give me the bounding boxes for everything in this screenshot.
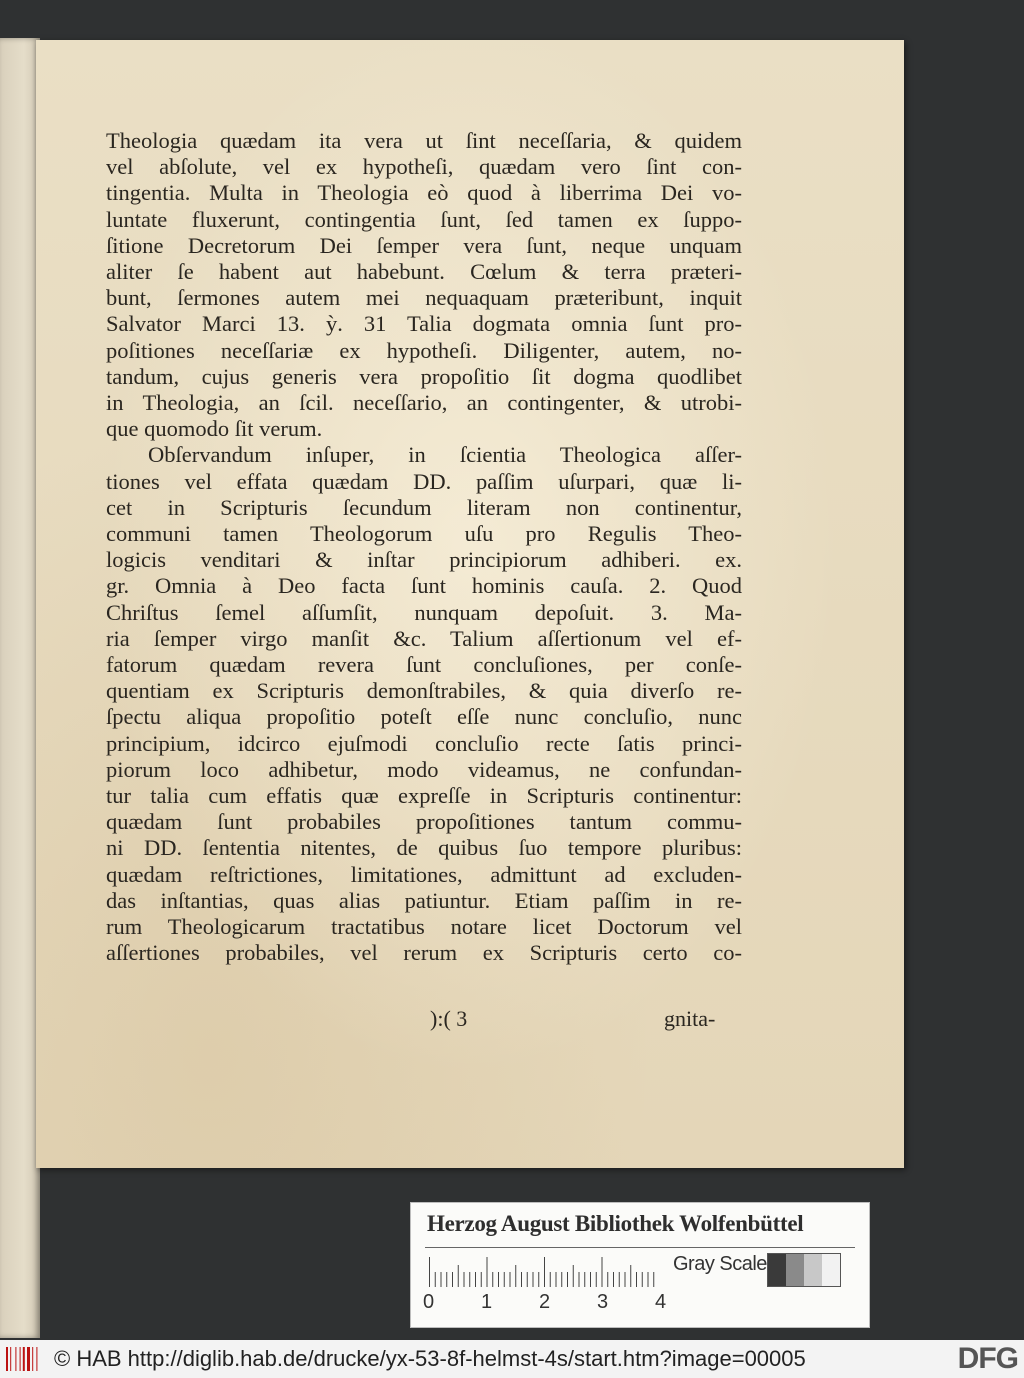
text-line: Chriſtus ſemel aſſumſit, nunquam depoſuit. 3. Ma- (106, 599, 742, 625)
dfg-logo: DFG (957, 1342, 1018, 1375)
text-line: tiones vel effata quædam DD. paſſim uſurpari, quæ li- (106, 468, 742, 494)
text-line: ni DD. ſententia nitentes, de quibus ſuo tempore pluribus: (106, 835, 742, 861)
text-line: quentiam ex Scripturis demonſtrabiles, & quia diverſo re- (106, 678, 742, 704)
text-line: bunt, ſermones autem mei nequaquam præteribunt, inquit (106, 285, 742, 311)
footer-bar (0, 1340, 1024, 1378)
text-line: logicis venditari & inſtar principiorum adhiberi. ex. (106, 547, 742, 573)
gray-scale-label: Gray Scale (673, 1253, 767, 1275)
ruler-number: 2 (539, 1291, 551, 1313)
text-line: das inſtantias, quas alias patiuntur. Etiam paſſim in re- (106, 887, 742, 913)
scanned-page (36, 40, 904, 1168)
text-line: Obſervandum inſuper, in ſcientia Theologica aſſer- (148, 442, 742, 468)
text-line: cet in Scripturis ſecundum literam non continentur, (106, 494, 742, 520)
text-line: fatorum quædam revera ſunt concluſiones, per conſe- (106, 652, 742, 678)
text-line: ria ſemper virgo manſit &c. Talium aſſertionum vel ef- (106, 625, 742, 651)
text-line: quædam reſtrictiones, limitationes, admittunt ad excluden- (106, 861, 742, 887)
ruler-divider (425, 1247, 855, 1248)
gray-swatch (786, 1254, 804, 1286)
ruler-number: 1 (481, 1291, 493, 1313)
ruler-number: 3 (597, 1291, 609, 1313)
text-line: ſpectu aliqua propoſitio poteſt eſſe nunc concluſio, nunc (106, 704, 742, 730)
text-line: tandum, cujus generis vera propoſitio ſit dogma quodlibet (106, 363, 742, 389)
gray-swatch (768, 1254, 786, 1286)
text-line: rum Theologicarum tractatibus notare licet Doctorum vel (106, 914, 742, 940)
ruler-number: 4 (655, 1291, 667, 1313)
ruler-number: 0 (423, 1291, 435, 1313)
barcode-icon (6, 1347, 46, 1371)
text-line: poſitiones neceſſariæ ex hypotheſi. Diligenter, autem, no- (106, 337, 742, 363)
text-line: que quomodo ſit verum. (106, 416, 323, 442)
catchword: gnita- (664, 1006, 716, 1031)
signature-mark: ):( 3 (430, 1006, 468, 1031)
gray-scale-swatch (767, 1253, 841, 1287)
text-line: communi tamen Theologorum uſu pro Regulis Theo- (106, 521, 742, 547)
text-line: vel abſolute, vel ex hypotheſi, quædam vero ſint con- (106, 154, 742, 180)
text-line: piorum loco adhibetur, modo videamus, ne confundan- (106, 756, 742, 782)
text-line: in Theologia, an ſcil. neceſſario, an contingenter, & utrobi- (106, 390, 742, 416)
text-line: aliter ſe habent aut habebunt. Cœlum & terra præteri- (106, 259, 742, 285)
gray-swatch (822, 1254, 840, 1286)
text-line: quædam ſunt probabiles propoſitiones tantum commu- (106, 809, 742, 835)
ruler-ticks-icon (429, 1257, 659, 1293)
text-line: principium, idcirco ejuſmodi concluſio recte ſatis princi- (106, 730, 742, 756)
text-line: tur talia cum effatis quæ expreſſe in Scripturis continentur: (106, 783, 742, 809)
gray-swatch (804, 1254, 822, 1286)
text-line: Salvator Marci 13. ỳ. 31 Talia dogmata omnia ſunt pro- (106, 311, 742, 337)
text-line: Theologia quædam ita vera ut ſint neceſſaria, & quidem (106, 128, 742, 153)
text-line: gr. Omnia à Deo facta ſunt hominis cauſa. 2. Quod (106, 573, 742, 599)
library-name: Herzog August Bibliothek Wolfenbüttel (427, 1211, 804, 1236)
text-line: ſitione Decretorum Dei ſemper vera ſunt, neque unquam (106, 232, 742, 258)
source-url[interactable]: © HAB http://diglib.hab.de/drucke/yx-53-8f-helmst-4s/start.htm?image=00005 (54, 1346, 806, 1371)
text-line: tingentia. Multa in Theologia eò quod à liberrima Dei vo- (106, 180, 742, 206)
text-line: aſſertiones probabiles, vel rerum ex Scripturis certo co- (106, 940, 742, 966)
page-text (106, 128, 742, 967)
color-ruler-card (410, 1202, 870, 1328)
text-line: luntate fluxerunt, contingentia ſunt, ſed tamen ex ſuppo- (106, 206, 742, 232)
adjacent-page-edge (0, 38, 40, 1338)
